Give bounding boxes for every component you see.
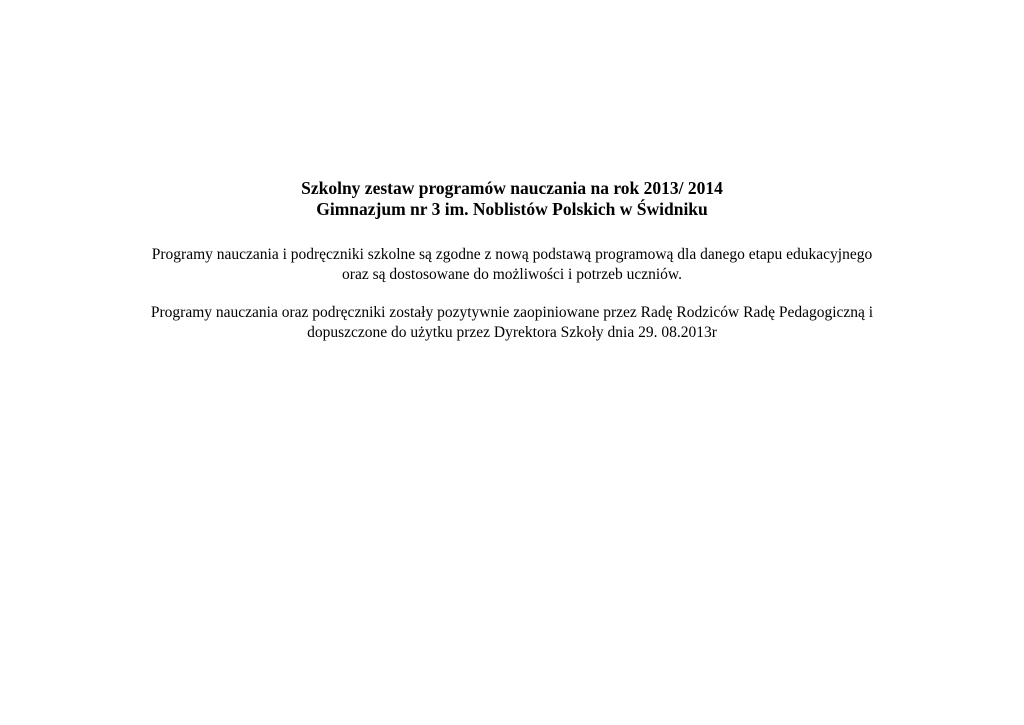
document-content: [0, 178, 1024, 342]
approval-paragraph-line-2: dopuszczone do użytku przez Dyrektora Szkoły dnia 29. 08.2013r: [307, 323, 717, 341]
approval-paragraph: [0, 303, 1024, 342]
document-title: Szkolny zestaw programów nauczania na rok 2013/ 2014: [301, 178, 723, 198]
document-subtitle: Gimnazjum nr 3 im. Noblistów Polskich w Świdniku: [316, 199, 708, 219]
compliance-paragraph-line-1: Programy nauczania i podręczniki szkolne są zgodne z nową podstawą programową dla danego etapu edukacyjnego: [151, 246, 873, 263]
compliance-paragraph: [0, 245, 1024, 284]
approval-paragraph-line-1: Programy nauczania oraz podręczniki zostały pozytywnie zaopiniowane przez Radę Rodziców Radę Pedagogiczną i: [150, 304, 874, 321]
compliance-paragraph-line-2: oraz są dostosowane do możliwości i potrzeb uczniów.: [342, 265, 682, 283]
